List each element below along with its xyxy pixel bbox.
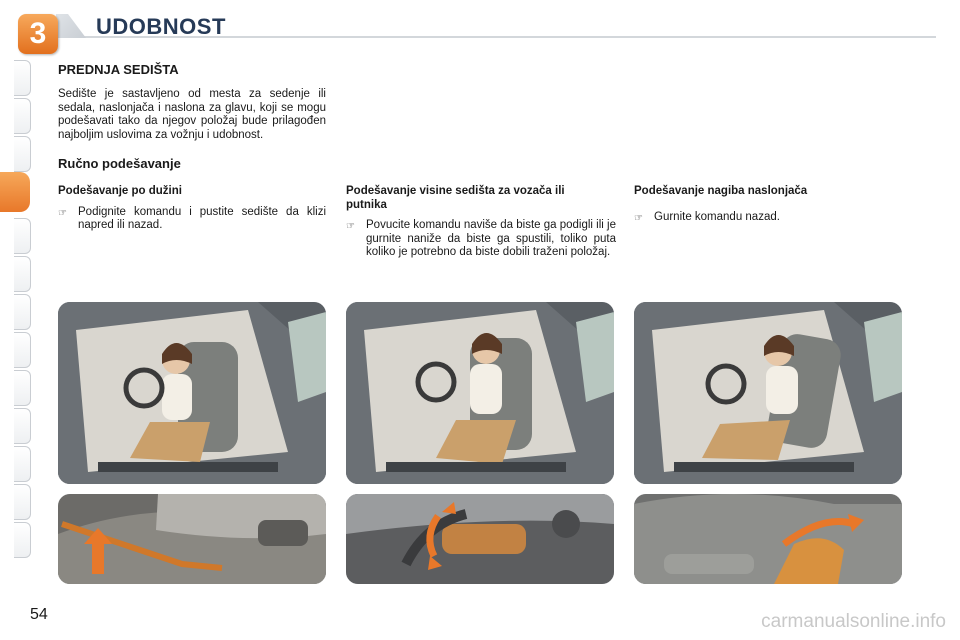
length-lever-closeup — [58, 494, 326, 584]
chapter-tab[interactable] — [14, 522, 31, 558]
column-heading: Podešavanje nagiba naslonjača — [634, 185, 808, 197]
chapter-tab[interactable] — [14, 332, 31, 368]
chapter-tab-strip — [0, 60, 34, 580]
instruction-bullet — [346, 219, 616, 260]
column-heading: Podešavanje visine sedišta za vozača ili putnika — [346, 185, 565, 211]
instruction-text: Povucite komandu naviše da biste ga podigli ili je gurnite naniže da biste ga spustili, toliko puta koliko je potrebno da biste dobili traženi položaj. — [366, 219, 616, 258]
seat-recline-illustration — [634, 302, 902, 484]
chapter-number-badge: 3 — [18, 14, 58, 54]
page-number: 54 — [30, 606, 48, 623]
instruction-text: Gurnite komandu nazad. — [654, 210, 780, 223]
instruction-bullet — [58, 206, 326, 233]
chapter-tab[interactable] — [14, 60, 31, 96]
instruction-bullet — [634, 211, 904, 226]
chapter-tab[interactable] — [14, 218, 31, 254]
column-heading: Podešavanje po dužini — [58, 185, 182, 197]
seat-length-illustration — [58, 302, 326, 484]
seat-height-illustration — [346, 302, 614, 484]
header-wedge — [56, 14, 86, 38]
column-height-adjust — [346, 185, 616, 260]
column-length-adjust — [58, 185, 326, 233]
intro-paragraph: Sedište je sastavljeno od mesta za sedenje ili sedala, naslonjača i naslona za glavu, koji se mogu podešavati tako da njegov položaj bude prilagođen najboljim uslovima za vožnju i udobnost. — [58, 88, 326, 141]
chapter-tab[interactable] — [14, 136, 31, 172]
column-recline-adjust — [634, 185, 904, 225]
chapter-tab[interactable] — [14, 294, 31, 330]
watermark-text: carmanualsonline.info — [761, 611, 946, 632]
chapter-tab[interactable] — [14, 484, 31, 520]
chapter-tab[interactable] — [14, 256, 31, 292]
chapter-tab[interactable] — [14, 446, 31, 482]
chapter-tab[interactable] — [14, 370, 31, 406]
recline-lever-closeup — [634, 494, 902, 584]
chapter-tab[interactable] — [14, 98, 31, 134]
hand-pointer-icon: ☞ — [58, 207, 67, 219]
hand-pointer-icon: ☞ — [346, 221, 355, 232]
section-title: PREDNJA SEDIŠTA — [58, 62, 179, 77]
chapter-title: UDOBNOST — [96, 14, 226, 39]
subsection-title: Ručno podešavanje — [58, 156, 181, 171]
instruction-text: Podignite komandu i pustite sedište da klizi napred ili nazad. — [78, 205, 326, 231]
height-lever-closeup — [346, 494, 614, 584]
hand-pointer-icon: ☞ — [634, 212, 643, 224]
chapter-tab[interactable] — [14, 408, 31, 444]
chapter-tab-active[interactable] — [0, 172, 30, 212]
